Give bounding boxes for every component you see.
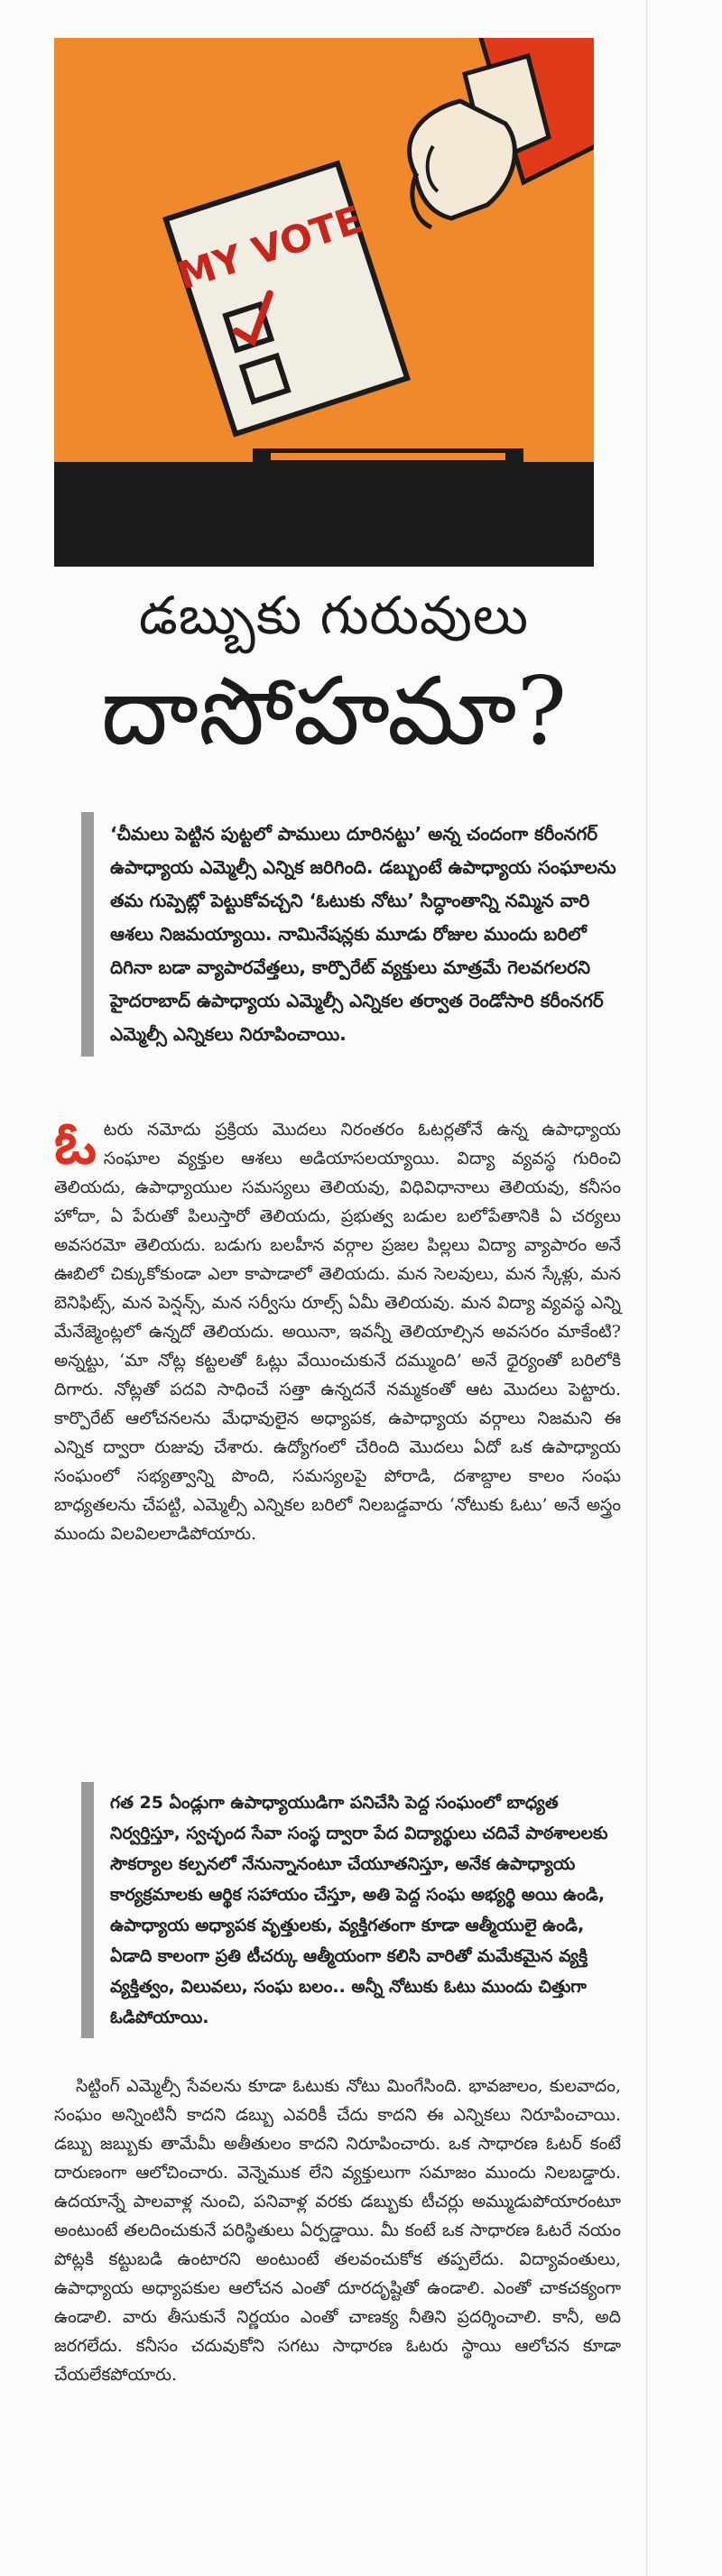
ballot-text: MY VOTE bbox=[171, 197, 368, 299]
ballot-paper bbox=[161, 162, 412, 435]
headline bbox=[54, 577, 614, 769]
headline-line-2: దాసోహమా? bbox=[100, 656, 568, 766]
drop-cap: ఓ bbox=[54, 1111, 97, 1177]
ballot-box-image bbox=[54, 38, 594, 567]
body-paragraph-1 bbox=[54, 1111, 621, 1548]
vote-illustration bbox=[54, 38, 594, 567]
hand-shape bbox=[410, 101, 515, 218]
intro-box: ‘చీమలు పెట్టిన పుట్టలో పాములు దూరినట్టు’ అన్న చందంగా కరీంనగర్ ఉపాధ్యాయ ఎమ్మెల్సీ ఎన్నిక జరిగింది. డబ్బుంటే ఉపాధ్యాయ సంఘాలను తమ గుప్పెట్లో పెట్టుకోవచ్చని ‘ఓటుకు నోటు’ సిద్ధాంతాన్ని నమ్మిన వారి ఆశలు నిజమయ్యాయి. నామినేషన్లకు మూడు రోజుల ముందు బరిలో దిగినా బడా వ్యాపారవేత్తలు, కార్పొరేట్ వ్యక్తులు మాత్రమే గెలవగలరని హైదరాబాద్ ఉపాధ్యాయ ఎమ్మెల్సీ ఎన్నికల తర్వాత రెండోసారి కరీంనగర్ ఎమ్మెల్సీ ఎన్నికలు నిరూపించాయి. bbox=[81, 812, 625, 1057]
pull-quote-box: గత 25 ఏండ్లుగా ఉపాధ్యాయుడిగా పనిచేసి పెద్ద సంఘంలో బాధ్యత నిర్వర్తిస్తూ, స్వచ్ఛంద సేవా సంస్థ ద్వారా పేద విద్యార్థులు చదివే పాఠశాలలకు సౌకర్యాల కల్పనలో నేనున్నానంటూ చేయూతనిస్తూ, అనేక ఉపాధ్యాయ కార్యక్రమాలకు ఆర్థిక సహాయం చేస్తూ, అతి పెద్ద సంఘ అభ్యర్థి అయి ఉండి, ఉపాధ్యాయ అధ్యాపక వృత్తులకు, వ్యక్తిగతంగా కూడా ఆత్మీయులై ఉండి, ఏడాది కాలంగా ప్రతి టీచర్కు ఆత్మీయంగా కలిసి వారితో మమేకమైన వ్యక్తి వ్యక్తిత్వం, విలువలు, సంఘ బలం.. అన్నీ నోటుకు ఓటు ముందు చిత్తుగా ఓడిపోయాయి. bbox=[81, 1782, 623, 2038]
column-divider bbox=[646, 0, 647, 2576]
body-paragraph-1-text: టరు నమోదు ప్రక్రియ మొదలు నిరంతరం ఓటర్లతోనే ఉన్న ఉపాధ్యాయ సంఘాల వ్యక్తుల ఆశలు అడియాసలయ్యాయి. విద్యా వ్యవస్థ గురించి తెలియదు, ఉపాధ్యాయుల సమస్యలు తెలియవు, విధివిధానాలు తెలియవు, కనీసం హోదా, ఏ పేరుతో పిలుస్తారో తెలియదు, ప్రభుత్వ బడుల బలోపేతానికి ఏ చర్యలు అవసరమో తెలియదు. బడుగు బలహీన వర్గాల ప్రజల పిల్లలు విద్యా వ్యాపారం అనే ఊబిలో చిక్కుకోకుండా ఎలా కాపాడాలో తెలియదు. మన సెలవులు, మన స్కేళ్లు, మన బెనిఫిట్స్, మన పెన్షన్స్, మన సర్వీసు రూల్స్ ఏమీ తెలియవు. మన విద్యా వ్యవస్థ ఎన్ని మేనేజ్మెంట్లలో ఉన్నదో తెలియదు. అయినా, ఇవన్నీ తెలియాల్సిన అవసరం మాకేంటి? అన్నట్టు, ‘మా నోట్ల కట్టలతో ఓట్లు వేయించుకునే దమ్ముంది’ అనే ధైర్యంతో బరిలోకి దిగారు. నోట్లతో పదవి సాధించే సత్తా ఉన్నదనే నమ్మకంతో ఆట మొదలు పెట్టారు. కార్పొరేట్ ఆలోచనలను మేధావులైన అధ్యాపక, ఉపాధ్యాయ వర్గాలు నిజమని ఈ ఎన్నిక ద్వారా రుజువు చేశారు. ఉద్యోగంలో చేరింది మొదలు ఏదో ఒక ఉపాధ్యాయ సంఘంలో సభ్యత్వాన్ని పొంది, సమస్యలపై పోరాడి, దశాబ్దాల కాలం సంఘ బాధ్యతలను చేపట్టి, ఎమ్మెల్సీ ఎన్నికల బరిలో నిలబడ్డవారు ‘నోటుకు ఓటు’ అనే అస్త్రం ముందు విలవిలలాడిపోయారు. bbox=[54, 1120, 621, 1544]
headline-line-1: డబ్బుకు గురువులు bbox=[138, 585, 530, 646]
body-paragraph-2: సిట్టింగ్ ఎమ్మెల్సీ సేవలను కూడా ఓటుకు నోటు మింగేసింది. భావజాలం, కులవాదం, సంఘం అన్నింటినీ కాదని డబ్బు ఎవరికీ చేదు కాదని ఈ ఎన్నికలు నిరూపించాయి. డబ్బు జబ్బుకు తామేమీ అతీతులం కాదని నిరూపించారు. ఒక సాధారణ ఓటర్ కంటే దారుణంగా ఆలోచించారు. వెన్నెముక లేని వ్యక్తులుగా సమాజం ముందు నిలబడ్డారు. ఉదయాన్నే పాలవాళ్ల నుంచి, పనివాళ్ల వరకు డబ్బుకు టీచర్లు అమ్ముడుపోయారంటూ అంటుంటే తలదించుకునే పరిస్థితులు ఏర్పడ్డాయి. మీ కంటే ఒక సాధారణ ఓటరే నయం పోట్లకి కట్టుబడి ఉంటారని అంటుంటే తలవంచుకోక తప్పలేదు. విద్యావంతులు, ఉపాధ్యాయ అధ్యాపకుల ఆలోచన ఎంతో దూరదృష్టితో ఉండాలి. ఎంతో చాకచక్యంగా ఉండాలి. వారు తీసుకునే నిర్ణయం ఎంతో చాణక్య నీతిని ప్రదర్శించాలి. కానీ, అది జరగలేదు. కనీసం చదువుకోని సగటు సాధారణ ఓటరు స్థాయి ఆలోచన కూడా చేయలేకపోయారు. bbox=[54, 2076, 621, 2385]
ballot-box bbox=[54, 462, 594, 567]
